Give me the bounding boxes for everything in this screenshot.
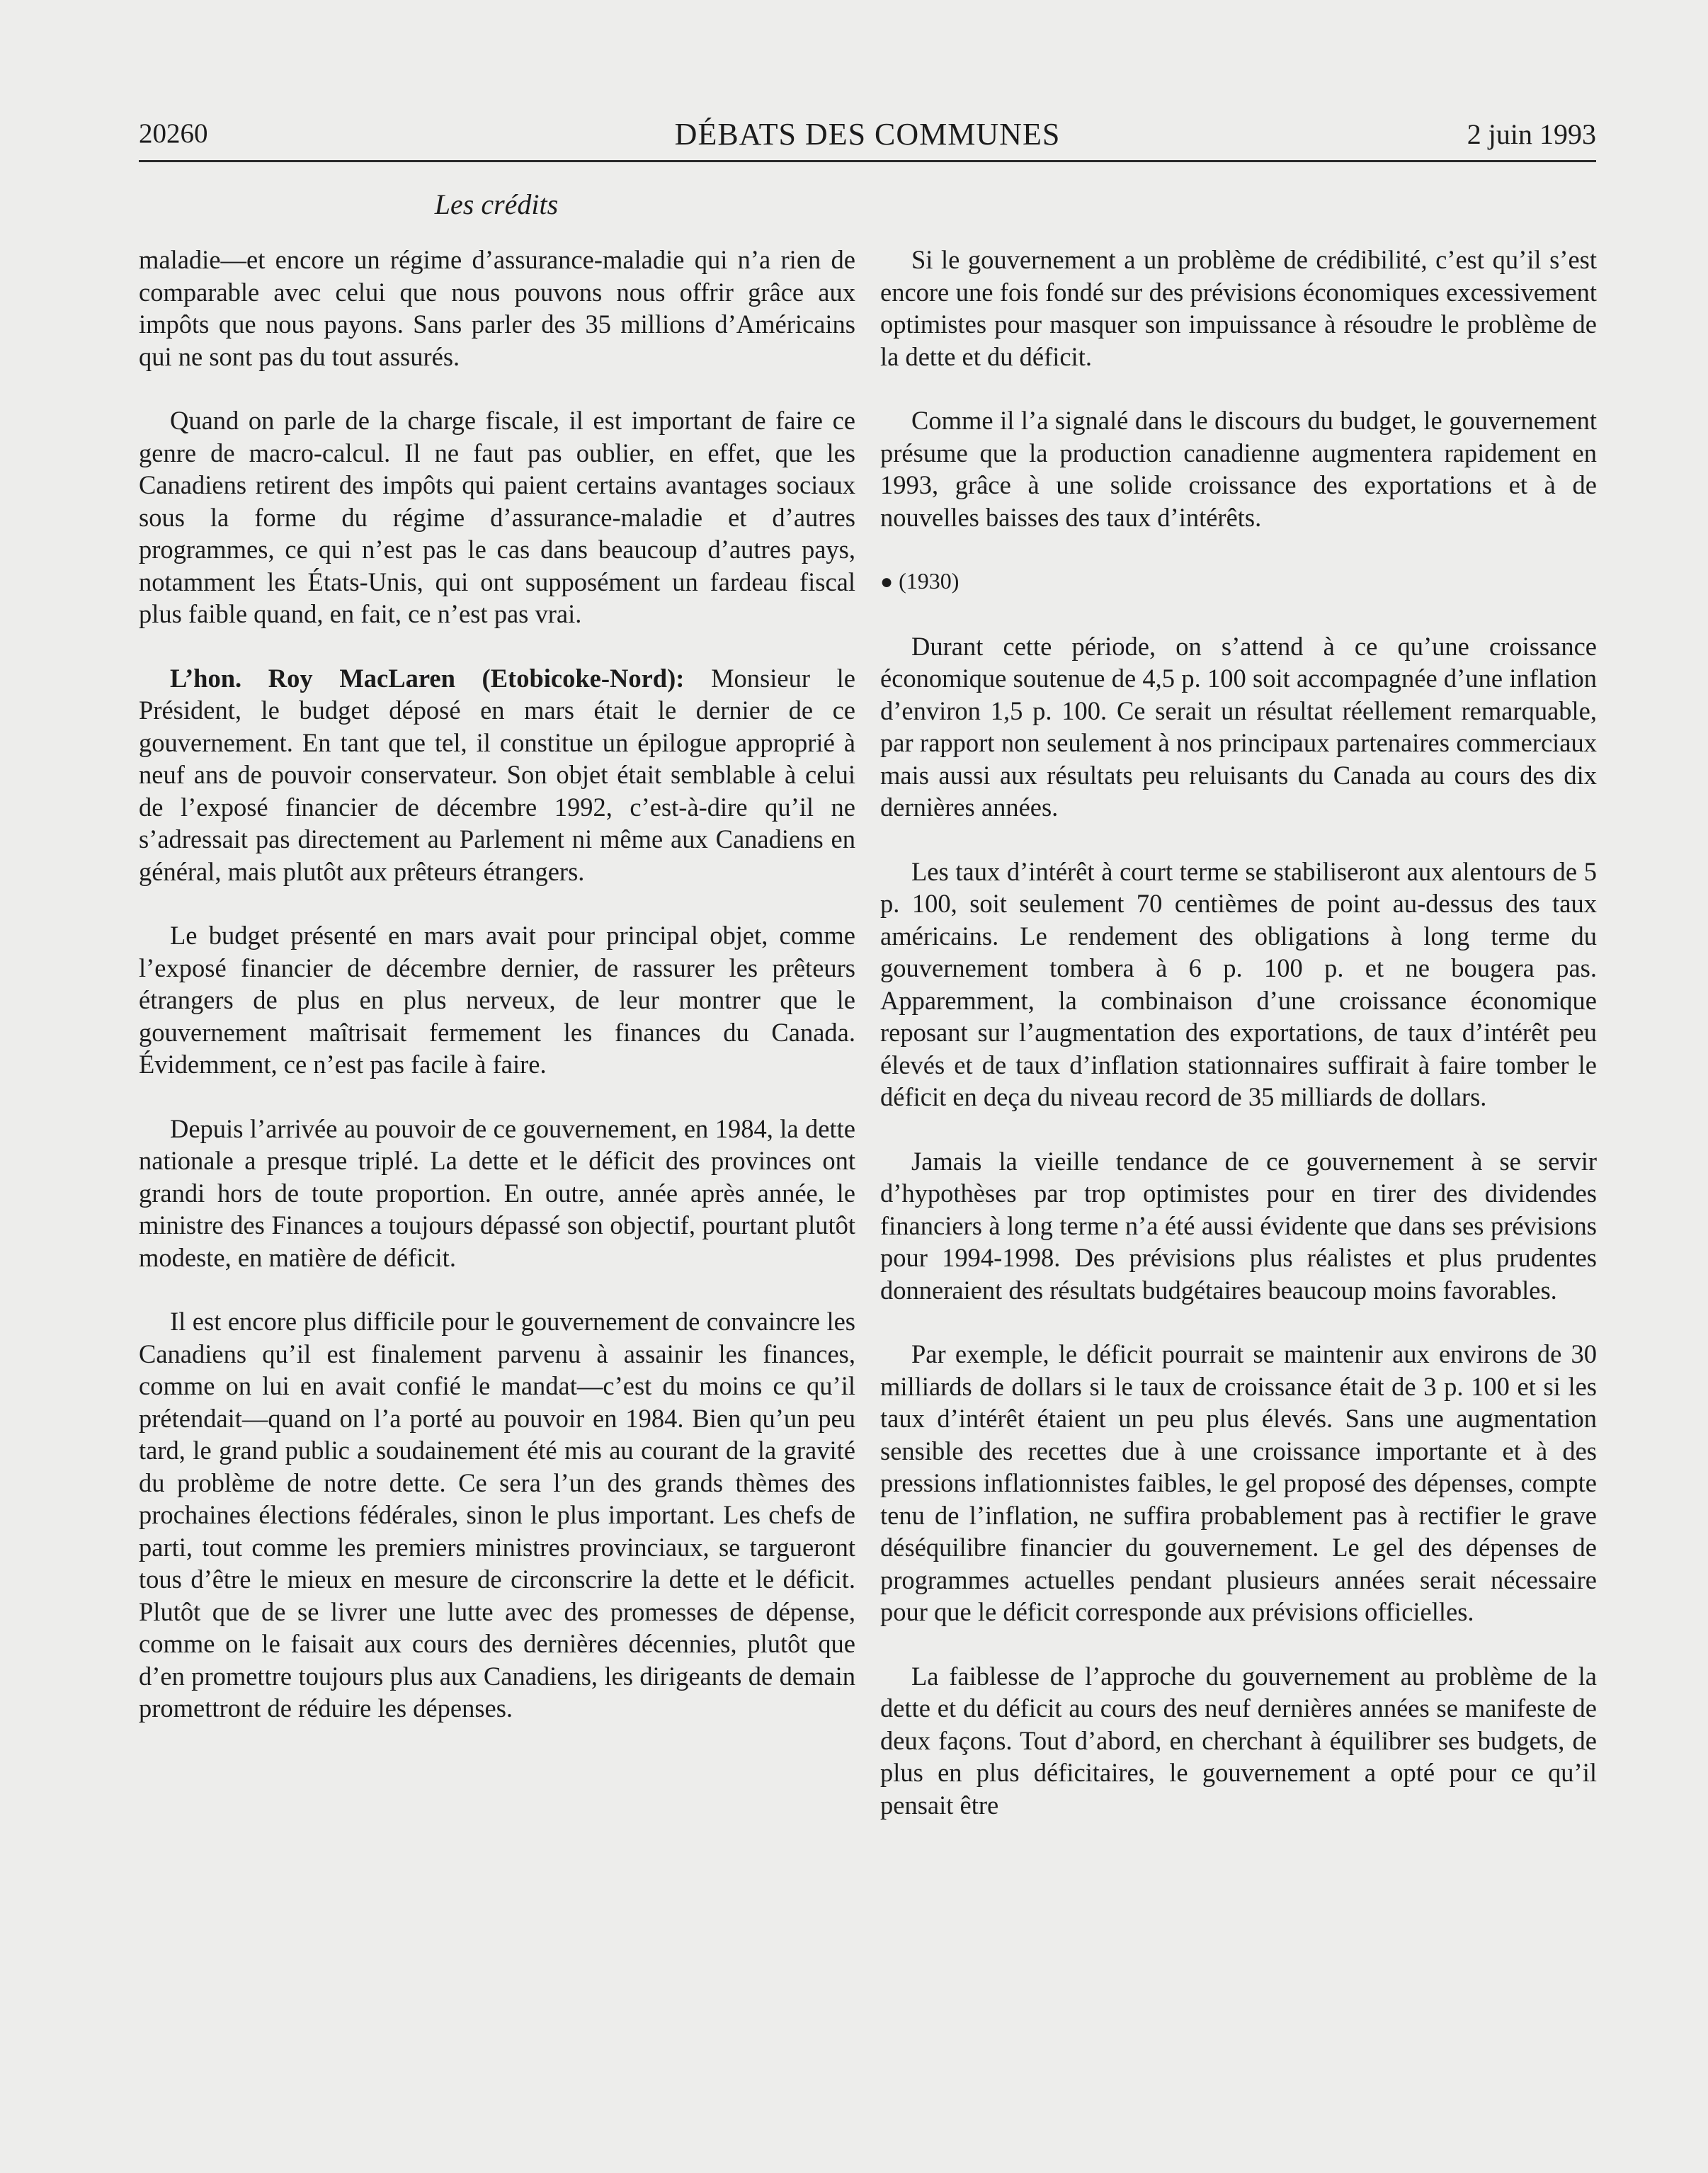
paragraph: Il est encore plus difficile pour le gouvernement de convaincre les Canadiens qu’il est finalement parvenu à assainir les finances, comme on lui en avait confié le mandat—c’est du moins ce qu’il prétendait—quand on l’a porté au pouvoir en 1984. Bien qu’un peu tard, le grand public a soudainement été mis au courant de la gravité du problème de notre dette. Ce sera l’un des grands thèmes des prochaines élections fédérales, sinon le plus important. Les chefs de parti, tout comme les premiers ministres provinciaux, se targueront tous d’être le mieux en mesure de circonscrire la dette et le déficit. Plutôt que de se livrer une lutte avec des promesses de dépense, comme on le faisait aux cours des dernières décennies, plutôt que d’en promettre toujours plus aux Canadiens, les dirigeants de demain promettront de réduire les dépenses. — [139, 1307, 855, 1723]
paragraph: Les taux d’intérêt à court terme se stabiliseront aux alentours de 5 p. 100, soit seulement 70 centièmes de point au-dessus des taux américains. Le rendement des obligations à long terme du gouvernement tombera à 6 p. 100 p. et ne bougera pas. Apparemment, la combinaison d’une croissance économique reposant sur l’augmentation des exportations, de taux d’intérêt peu élevés et de taux d’inflation stationnaires suffirait à faire tomber le déficit en deça du niveau record de 35 milliards de dollars. — [880, 856, 1597, 1111]
paragraph: Le budget présenté en mars avait pour principal objet, comme l’exposé financier de décembre dernier, de rassurer les prêteurs étrangers de plus en plus nerveux, de leur montrer que le gouvernement maîtrisait fermement les finances du Canada. Évidemment, ce n’est pas facile à faire. — [139, 921, 855, 1079]
page-header — [139, 113, 1596, 162]
journal-title: DÉBATS DES COMMUNES — [674, 117, 1061, 152]
bullet-icon: ● — [880, 570, 894, 594]
paragraph: Depuis l’arrivée au pouvoir de ce gouvernement, en 1984, la dette nationale a presque triplé. La dette et le déficit des provinces ont grandi hors de toute proportion. En outre, année après année, le ministre des Finances a toujours dépassé son objectif, pourtant plutôt modeste, en matière de déficit. — [139, 1113, 855, 1272]
right-column — [880, 244, 1597, 1853]
section-title: Les crédits — [434, 188, 559, 220]
page-number: 20260 — [139, 118, 208, 149]
paragraph: maladie—et encore un régime d’assurance-maladie qui n’a rien de comparable avec celui que nous pouvons nous offrir grâce aux impôts que nous payons. Sans parler des 35 millions d’Américains qui ne sont pas du tout assurés. — [139, 245, 855, 371]
paragraph — [139, 662, 855, 888]
time-marker-text: (1930) — [899, 568, 960, 594]
time-marker — [880, 565, 1597, 598]
speaker-name: L’hon. Roy MacLaren (Etobicoke-Nord): — [170, 663, 685, 693]
paragraph: La faiblesse de l’approche du gouvernement au problème de la dette et du déficit au cours des neuf dernières années se manifeste de deux façons. Tout d’abord, en cherchant à équilibrer ses budgets, de plus en plus déficitaires, le gouvernement a opté pour ce qu’il pensait être — [880, 1661, 1597, 1820]
paragraph: Durant cette période, on s’attend à ce qu’une croissance économique soutenue de 4,5 p. 100 soit accompagnée d’une inflation d’environ 1,5 p. 100. Ce serait un résultat réellement remarquable, par rapport non seulement à nos principaux partenaires commerciaux mais aussi aux résultats peu reluisants du Canada au cours des dix dernières années. — [880, 631, 1597, 822]
left-column — [139, 244, 855, 1757]
speech-text: Monsieur le Président, le budget déposé en mars était le dernier de ce gouvernement. En tant que tel, il constitue un épilogue approprié à neuf ans de pouvoir conservateur. Son objet était semblable à celui de l’exposé financier de décembre 1992, c’est-à-dire qu’il ne s’adressait pas directement au Parlement ni même aux Canadiens en général, mais plutôt aux prêteurs étrangers. — [139, 663, 855, 886]
paragraph: Quand on parle de la charge fiscale, il est important de faire ce genre de macro-calcul. Il ne faut pas oublier, en effet, que les Canadiens retirent des impôts qui paient certains avantages sociaux sous la forme du régime d’assurance-maladie et d’autres programmes, ce qui n’est pas le cas dans beaucoup d’autres pays, notamment les États-Unis, qui ont supposément un fardeau fiscal plus faible quand, en fait, ce n’est pas vrai. — [139, 406, 855, 628]
publication-date: 2 juin 1993 — [1467, 118, 1596, 150]
paragraph: Jamais la vieille tendance de ce gouvernement à se servir d’hypothèses par trop optimistes pour en tirer des dividendes financiers à long terme n’a été aussi évidente que dans ses prévisions pour 1994-1998. Des prévisions plus réalistes et plus prudentes donneraient des résultats budgétaires beaucoup moins favorables. — [880, 1146, 1597, 1305]
paragraph: Par exemple, le déficit pourrait se maintenir aux environs de 30 milliards de dollars si le taux de croissance était de 3 p. 100 et si les taux d’intérêt étaient un peu plus élevés. Sans une augmentation sensible des recettes due à une croissance importante et à des pressions inflationnistes faibles, le gel proposé des dépenses, compte tenu de l’inflation, ne suffira probablement pas à rectifier le grave déséquilibre financier du gouvernement. Le gel des dépenses de programmes actuelles pendant plusieurs années serait nécessaire pour que le déficit corresponde aux prévisions officielles. — [880, 1339, 1597, 1626]
paragraph: Si le gouvernement a un problème de crédibilité, c’est qu’il s’est encore une fois fondé sur des prévisions économiques excessivement optimistes pour masquer son impuissance à résoudre le problème de la dette et du déficit. — [880, 245, 1597, 371]
paragraph: Comme il l’a signalé dans le discours du budget, le gouvernement présume que la production canadienne augmentera rapidement en 1993, grâce à une solide croissance des exportations et à de nouvelles baisses des taux d’intérêts. — [880, 406, 1597, 532]
